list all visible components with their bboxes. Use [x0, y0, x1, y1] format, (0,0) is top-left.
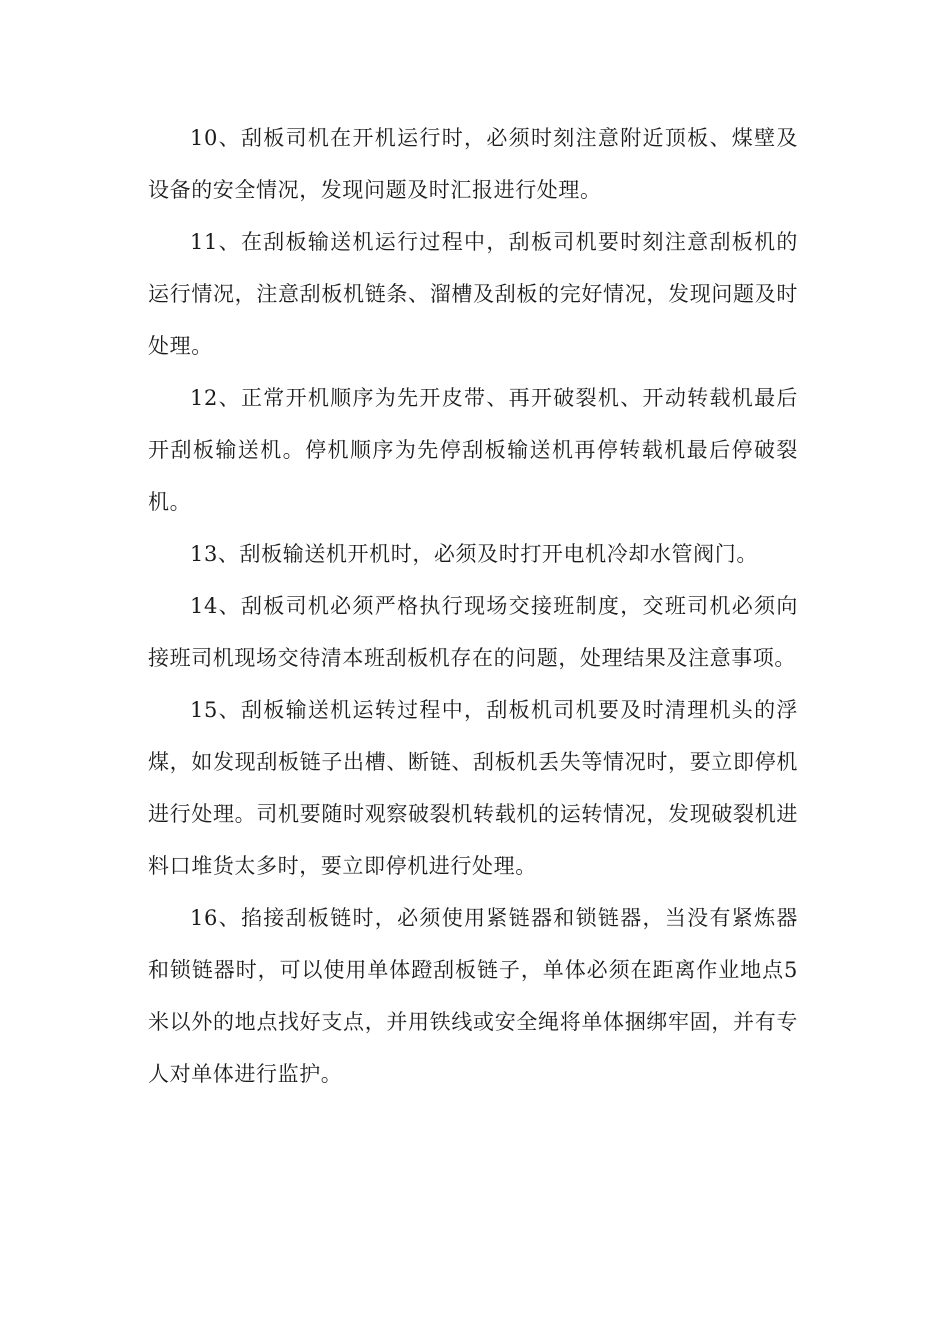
paragraph-11: 11、在刮板输送机运行过程中，刮板司机要时刻注意刮板机的运行情况，注意刮板机链条、溜槽及刮板的完好情况，发现问题及时处理。 — [148, 230, 798, 358]
paragraph-10: 10、刮板司机在开机运行时，必须时刻注意附近顶板、煤壁及设备的安全情况，发现问题及时汇报进行处理。 — [148, 126, 798, 202]
paragraph-15: 15、刮板输送机运转过程中，刮板机司机要及时清理机头的浮煤，如发现刮板链子出槽、断链、刮板机丢失等情况时，要立即停机进行处理。司机要随时观察破裂机转载机的运转情况，发现破裂机进料口堆货太多时，要立即停机进行处理。 — [148, 698, 798, 878]
paragraph-13: 13、刮板输送机开机时，必须及时打开电机冷却水管阀门。 — [190, 542, 758, 566]
paragraph-16: 16、掐接刮板链时，必须使用紧链器和锁链器，当没有紧炼器和锁链器时，可以使用单体蹬刮板链子，单体必须在距离作业地点5米以外的地点找好支点，并用铁线或安全绳将单体捆绑牢固，并有专人对单体进行监护。 — [148, 906, 798, 1086]
paragraph-14: 14、刮板司机必须严格执行现场交接班制度，交班司机必须向接班司机现场交待清本班刮板机存在的问题，处理结果及注意事项。 — [148, 594, 798, 670]
paragraph-12: 12、正常开机顺序为先开皮带、再开破裂机、开动转载机最后开刮板输送机。停机顺序为先停刮板输送机再停转载机最后停破裂机。 — [148, 386, 798, 514]
document-body — [148, 112, 798, 1100]
